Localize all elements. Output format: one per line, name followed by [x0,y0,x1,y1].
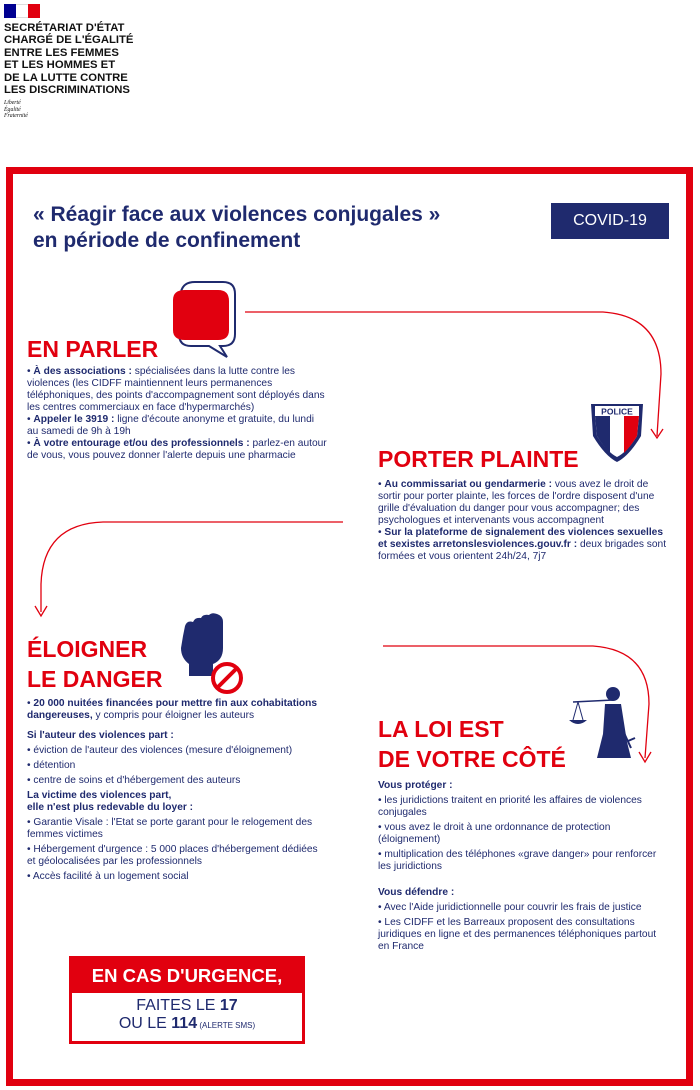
ministry-line: DE LA LUTTE CONTRE [4,71,128,84]
emergency-numbers [72,993,302,1041]
lady-justice-icon [569,687,635,758]
subheading [27,790,327,814]
list-item: • centre de soins et d'hébergement des auteurs [27,775,241,786]
heading-line: ÉLOIGNER [27,636,148,662]
heading-line: LA LOI EST [378,716,504,742]
list-item: • multiplication des téléphones «grave danger» pour renforcer les juridictions [378,849,657,872]
covid-badge: COVID-19 [551,203,669,239]
heading-line: DE VOTRE CÔTÉ [378,746,566,772]
ministry-line: SECRÉTARIAT D'ÉTAT [4,22,125,34]
list-item: • éviction de l'auteur des violences (mesure d'éloignement) [27,745,293,756]
emergency-number-17: 17 [219,997,238,1014]
item-text: parlez-en autour de vous, vous pouvez donner l'alerte depuis une pharmacie [27,438,327,461]
emergency-box [69,956,305,1044]
list-item: • À des associations : spécialisées dans la lutte contre les violences (les CIDFF maintiennent leurs permanences téléphoniques, des points d'accompagnement sont déployés dans les centres commerciaux en face d'hypermarchés) [27,366,325,413]
item-text: deux brigades sont formées et vous orientent 24h/24, 7j7 [378,539,667,562]
auteur-list [27,745,327,787]
intro-text: y compris pour éloigner les auteurs [92,710,255,721]
item-text: vous avez le droit à une ordonnance de protection (éloignement) [378,822,611,845]
ministry-line: LES DISCRIMINATIONS [4,84,130,97]
police-badge-icon [591,404,643,462]
motto-line: Égalité [4,106,21,113]
ministry-line: CHARGÉ DE L'ÉGALITÉ [4,34,134,47]
ministry-line: ET LES HOMMES ET [4,59,116,72]
item-text: Accès facilité à un logement social [32,871,189,882]
heading-line: LE DANGER [27,666,163,692]
ministry-line: ENTRE LES FEMMES [4,46,119,59]
item-text: Garantie Visale : l'Etat se porte garant pour le relogement des femmes victimes [27,817,313,840]
item-text: ligne d'écoute anonyme et gratuite, du lundi au samedi de 9h à 19h [27,414,314,437]
item-text: éviction de l'auteur des violences (mesure d'éloignement) [33,745,293,756]
item-bold: Au commissariat ou gendarmerie : [384,479,552,490]
list-item: • détention [27,760,76,771]
emergency-number-114: 114 [171,1015,198,1032]
emergency-text: FAITES LE [136,997,220,1014]
subheading-line: La victime des violences part, [27,790,172,801]
item-bold: À votre entourage et/ou des professionnels : [33,438,250,449]
list-item: • Les CIDFF et les Barreaux proposent des consultations juridiques en ligne et des permanences téléphoniques partout en France [378,917,657,952]
raised-fist-prohibited-icon [181,613,241,692]
motto-line: Liberté [4,100,21,107]
section-heading-loi [378,714,566,774]
list-item: • Avec l'Aide juridictionnelle pour couvrir les frais de justice [378,902,642,913]
subheading: Si l'auteur des violences part : [27,730,174,741]
emergency-line-1 [74,997,300,1015]
item-text: vous avez le droit de sortir pour porter plainte, les forces de l'ordre disposent d'une grille d'évaluation du danger pour vous accompagner; des psychologues et intervenants vous accompagnent [378,479,655,526]
intro: • 20 000 nuitées financées pour mettre fin aux cohabitations dangereuses, y compris pour éloigner les auteurs [27,698,318,721]
proteger-list [378,795,668,873]
arrow-left-connector [41,522,343,612]
list-item: • Garantie Visale : l'Etat se porte garant pour le relogement des femmes victimes [27,817,313,840]
list-item: • À votre entourage et/ou des professionnels : parlez-en autour de vous, vous pouvez donner l'alerte depuis une pharmacie [27,438,327,461]
section-loi [378,780,668,956]
item-bold: À des associations : [33,366,132,377]
victime-list [27,817,327,883]
item-text: centre de soins et d'hébergement des auteurs [33,775,241,786]
subheading-line: elle n'est plus redevable du loyer : [27,802,194,813]
item-text: spécialisées dans la lutte contre les violences (les CIDFF maintiennent leurs permanences téléphoniques, des points d'accompagnement sont déployés dans les centres commerciaux en face d'hypermarchés) [27,366,325,413]
list-item: • les juridictions traitent en priorité les affaires de violences conjugales [378,795,642,818]
item-text: Hébergement d'urgence : 5 000 places d'hébergement dédiées et géolocalisées par les professionnels [27,844,318,867]
subheading: Vous protéger : [378,780,453,791]
item-text: Avec l'Aide juridictionnelle pour couvrir les frais de justice [383,902,642,913]
list-item: • Au commissariat ou gendarmerie : vous avez le droit de sortir pour porter plainte, les forces de l'ordre disposent d'une grille d'évaluation du danger pour vous accompagner; des psychologues et intervenants vous accompagnent [378,479,655,526]
title-line-2: en période de confinement [33,229,301,252]
list-item: • Appeler le 3919 : ligne d'écoute anonyme et gratuite, du lundi au samedi de 9h à 19h [27,414,314,437]
french-flag-icon [4,4,40,18]
section-heading-porter-plainte: PORTER PLAINTE [378,446,579,472]
republic-motto [4,100,204,119]
title-line-1: « Réagir face aux violences conjugales » [33,203,441,226]
intro-bold: 20 000 nuitées financées pour mettre fin aux cohabitations dangereuses, [27,698,318,721]
speech-bubble-icon [173,282,235,357]
list-item: • Sur la plateforme de signalement des violences sexuelles et sexistes arretonslesviolences.gouv.fr : deux brigades sont formées et vous orientent 24h/24, 7j7 [378,527,667,562]
sms-alert-note: (ALERTE SMS) [197,1021,256,1030]
ministry-logo [4,4,204,120]
defendre-list [378,902,668,953]
motto-line: Fraternité [4,113,28,120]
item-text: multiplication des téléphones «grave danger» pour renforcer les juridictions [378,849,657,872]
flag-white [16,4,28,18]
ministry-name [4,22,204,96]
item-text: Les CIDFF et les Barreaux proposent des consultations juridiques en ligne et des permanences téléphoniques partout en France [378,917,657,952]
item-bold: Appeler le 3919 : [33,414,115,425]
item-text: détention [33,760,76,771]
flag-red [28,4,40,18]
emergency-line-2 [74,1015,300,1035]
poster-frame [6,167,693,1086]
section-en-parler [27,366,327,462]
item-text: les juridictions traitent en priorité les affaires de violences conjugales [378,795,642,818]
section-porter-plainte [378,479,668,563]
section-eloigner [27,698,327,886]
police-badge-text: POLICE [601,406,633,417]
list-item: • vous avez le droit à une ordonnance de protection (éloignement) [378,822,611,845]
section-heading-eloigner [27,634,162,694]
item-bold: Sur la plateforme de signalement des violences sexuelles et sexistes arretonslesviolences.gouv.fr : [378,527,663,550]
emergency-heading: EN CAS D'URGENCE, [72,959,302,993]
section-heading-en-parler: EN PARLER [27,336,159,362]
list-item: • Hébergement d'urgence : 5 000 places d'hébergement dédiées et géolocalisées par les professionnels [27,844,318,867]
flag-blue [4,4,16,18]
emergency-text: OU LE [118,1015,172,1032]
list-item: • Accès facilité à un logement social [27,871,189,882]
subheading: Vous défendre : [378,887,455,898]
